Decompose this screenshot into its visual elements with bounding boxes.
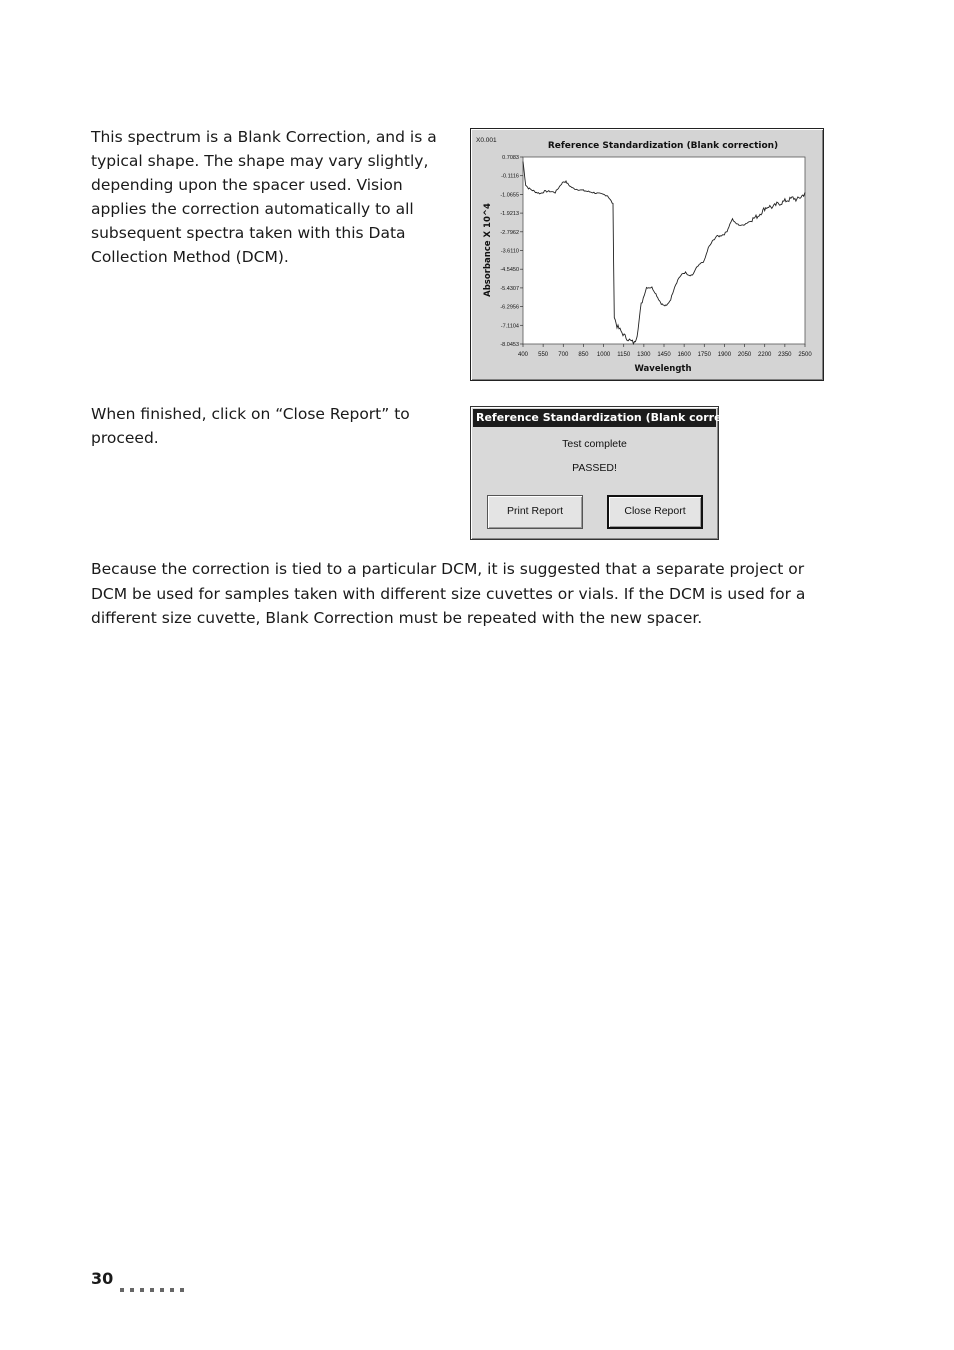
x-tick-label: 1300 <box>637 352 651 358</box>
dialog-result-text: PASSED! <box>572 462 617 474</box>
y-tick-label: -5.4307 <box>500 285 519 292</box>
y-tick-label: -4.5450 <box>500 267 519 274</box>
x-tick-label: 2350 <box>778 352 792 358</box>
y-tick-label: -2.7962 <box>500 229 519 236</box>
x-tick-label: 1450 <box>657 352 671 358</box>
scale-label: X0.001 <box>476 137 497 144</box>
x-tick-label: 2200 <box>758 352 772 358</box>
y-tick-label: -6.2956 <box>500 304 519 311</box>
x-tick-label: 1600 <box>677 352 691 358</box>
dialog-title: Reference Standardization (Blank correction) <box>473 409 716 427</box>
dialog-status-text: Test complete <box>562 438 627 450</box>
y-tick-label: -0.1116 <box>501 173 519 180</box>
spectrum-chart-screenshot <box>470 128 824 381</box>
x-tick-label: 1000 <box>596 352 611 358</box>
y-tick-label: -3.6110 <box>500 248 519 255</box>
instruction-paragraph: When finished, click on “Close Report” to proceed. <box>91 405 410 447</box>
y-tick-label: 0.7083 <box>502 155 519 161</box>
x-tick-label: 1150 <box>617 352 631 358</box>
report-dialog <box>470 406 758 540</box>
x-tick-label: 1750 <box>697 352 711 358</box>
chart-title: Reference Standardization (Blank correction) <box>547 141 779 151</box>
x-axis-label: Wavelength <box>634 364 692 374</box>
print-report-button[interactable]: Print Report <box>487 495 583 529</box>
x-tick-label: 700 <box>558 352 569 358</box>
note-paragraph: Because the correction is tied to a particular DCM, it is suggested that a separate project or DCM be used for samples taken with different size cuvettes or vials. If the DCM is used for a different size cuvette, Blank Correction must be repeated with the new spacer. <box>91 560 806 627</box>
intro-paragraph: This spectrum is a Blank Correction, and is a typical shape. The shape may vary slightly, depending upon the spacer used. Vision applies the correction automatically to all subsequent spectra taken with this Data Collection Method (DCM). <box>91 128 437 266</box>
x-tick-label: 550 <box>538 352 549 358</box>
spectrum-chart <box>471 129 823 380</box>
page-dots-decoration <box>120 1277 190 1283</box>
y-tick-label: -1.9213 <box>500 211 519 218</box>
close-report-button[interactable]: Close Report <box>607 495 703 529</box>
x-tick-label: 2050 <box>737 352 752 358</box>
x-tick-label: 1900 <box>717 352 732 358</box>
page-number: 30 <box>91 1269 114 1288</box>
y-tick-label: -1.0655 <box>500 192 519 199</box>
y-tick-label: -8.0453 <box>500 342 519 348</box>
x-tick-label: 2500 <box>798 352 812 358</box>
y-axis-label: Absorbance X 10^4 <box>483 203 493 297</box>
plot-area <box>523 157 805 344</box>
x-tick-label: 400 <box>517 352 529 358</box>
x-tick-label: 850 <box>578 352 589 358</box>
y-tick-label: -7.1104 <box>500 323 519 330</box>
